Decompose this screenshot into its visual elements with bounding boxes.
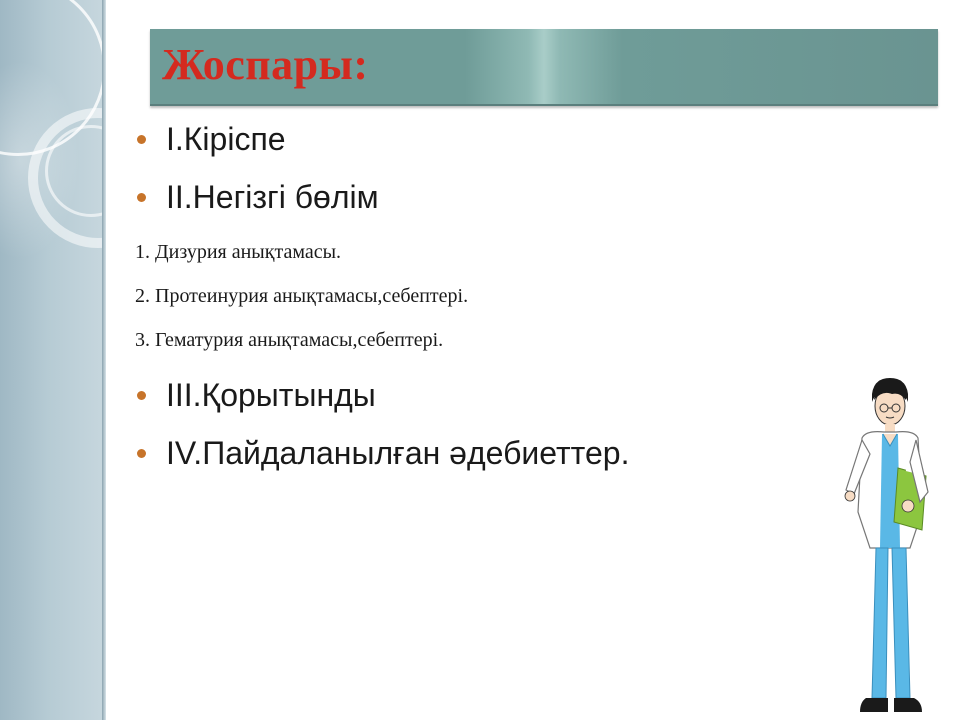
bullet-icon <box>137 449 146 458</box>
bullet-label: I.Кіріспе <box>166 120 286 157</box>
slide-title: Жоспары: <box>162 40 369 89</box>
doctor-illustration-icon <box>826 372 946 720</box>
left-decorative-strip <box>0 0 106 720</box>
bullet-icon <box>137 193 146 202</box>
bullet-icon <box>137 391 146 400</box>
sub-list-item: 3. Гематурия анықтамасы,себептері. <box>135 328 444 351</box>
sub-list-item: 2. Протеинурия анықтамасы,себептері. <box>135 284 469 307</box>
bullet-icon <box>137 135 146 144</box>
title-bar <box>150 29 938 106</box>
list-item <box>135 168 835 226</box>
outline-list <box>135 110 835 482</box>
strip-edge <box>102 0 106 720</box>
list-item <box>135 366 835 424</box>
sub-list-item: 1. Дизурия анықтамасы. <box>135 240 342 263</box>
bullet-label: IV.Пайдаланылған әдебиеттер. <box>166 434 630 471</box>
bullet-label: III.Қорытынды <box>166 376 376 413</box>
list-item <box>135 110 835 168</box>
bullet-label: II.Негізгі бөлім <box>166 178 379 215</box>
list-item <box>135 424 835 482</box>
